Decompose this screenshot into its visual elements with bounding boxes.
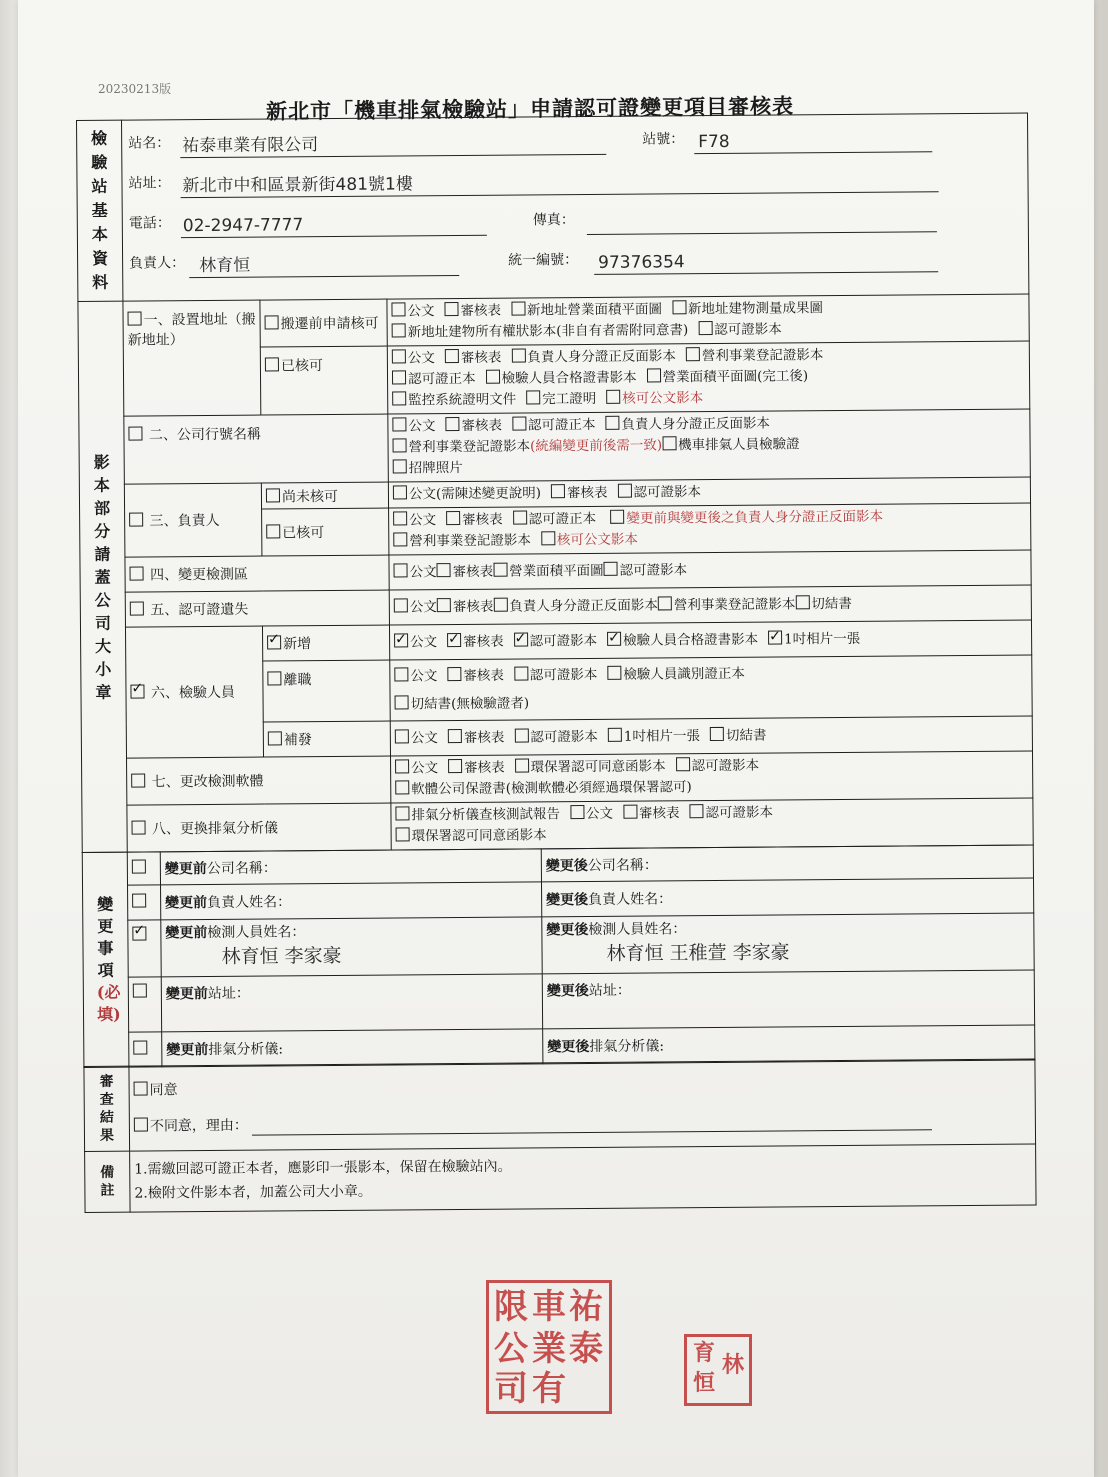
checkbox-icon[interactable] xyxy=(395,759,409,773)
station-name-field: 站名： 祐泰車業有限公司 xyxy=(128,129,598,159)
basic-info-label xyxy=(77,120,123,301)
checkbox-icon[interactable] xyxy=(444,302,458,316)
item-inspection-area[interactable]: 四、變更檢測區 xyxy=(125,555,389,592)
checkbox-icon[interactable] xyxy=(392,391,406,405)
checkbox-icon[interactable] xyxy=(689,804,703,818)
checkbox-checked-icon[interactable] xyxy=(394,633,408,647)
sub-approved[interactable]: 已核可 xyxy=(260,346,388,415)
checkbox-icon[interactable] xyxy=(710,726,724,740)
checkbox-icon[interactable] xyxy=(265,315,279,329)
checkbox-icon[interactable] xyxy=(266,524,280,538)
sub-approved-owner[interactable]: 已核可 xyxy=(262,508,389,556)
checkbox-icon[interactable] xyxy=(436,563,450,577)
checkbox-icon[interactable] xyxy=(131,773,145,787)
checkbox-icon[interactable] xyxy=(396,827,410,841)
checkbox-icon[interactable] xyxy=(267,671,281,685)
checkbox-icon[interactable] xyxy=(485,370,499,384)
phone-field: 電話： 02-2947-7777 xyxy=(129,210,489,239)
change-check-company[interactable] xyxy=(127,851,160,884)
sub-resign[interactable]: 離職 xyxy=(263,660,390,722)
checkbox-icon[interactable] xyxy=(541,531,555,545)
checkbox-checked-icon[interactable] xyxy=(267,635,281,649)
checkbox-icon[interactable] xyxy=(551,484,565,498)
after-owner-name[interactable]: 變更後負責人姓名： xyxy=(541,878,1033,917)
checkbox-icon[interactable] xyxy=(134,1117,148,1131)
item-company-name[interactable]: 二、公司行號名稱 xyxy=(124,414,389,484)
checkbox-icon[interactable] xyxy=(447,667,461,681)
checkbox-icon[interactable] xyxy=(394,667,408,681)
checkbox-icon[interactable] xyxy=(393,459,407,473)
checkbox-icon[interactable] xyxy=(133,1040,147,1054)
checkbox-icon[interactable] xyxy=(606,390,620,404)
checkbox-icon[interactable] xyxy=(610,510,624,524)
checkbox-icon[interactable] xyxy=(515,758,529,772)
checkbox-icon[interactable] xyxy=(672,300,686,314)
checkbox-icon[interactable] xyxy=(395,806,409,820)
checkbox-icon[interactable] xyxy=(511,301,525,315)
checkbox-icon[interactable] xyxy=(513,510,527,524)
checkbox-icon[interactable] xyxy=(570,805,584,819)
checkbox-icon[interactable] xyxy=(393,563,407,577)
checkbox-icon[interactable] xyxy=(394,598,408,612)
checkbox-icon[interactable] xyxy=(512,416,526,430)
changes-label: 變更事項 (必填) xyxy=(82,852,129,1067)
checkbox-icon[interactable] xyxy=(132,820,146,834)
basic-info-fields xyxy=(122,114,1028,301)
section-label-text: 檢驗站基本資料 xyxy=(91,128,109,292)
before-company-name[interactable]: 變更前公司名稱： xyxy=(160,848,541,884)
copy-section-label: 影本部分請蓋公司大小章 xyxy=(78,301,127,852)
review-result xyxy=(129,1059,1036,1151)
address-field: 站址： 新北市中和區景新街481號1樓 xyxy=(128,166,938,198)
docs-s6-sub2: 公文 審核表 認可證影本 檢驗人員識別證正本 切結書(無檢驗證者) xyxy=(390,655,1032,721)
checkbox-icon[interactable] xyxy=(445,349,459,363)
company-seal: 祐 泰 車 業 有 限 公 司 xyxy=(486,1280,612,1414)
sub-add[interactable]: ✓新增 xyxy=(262,625,389,661)
docs-s6-sub1: ✓ 公文✓ 審核表✓ 認可證影本✓ 檢驗人員合格證書影本✓ 1吋相片一張 xyxy=(389,620,1031,660)
checkbox-icon[interactable] xyxy=(514,728,528,742)
checkbox-icon[interactable] xyxy=(130,566,144,580)
docs-s5: 公文 審核表 負責人身分證正反面影本 營利事業登記證影本 切結書 xyxy=(389,585,1031,625)
checkbox-icon[interactable] xyxy=(646,368,660,382)
checkbox-checked-icon[interactable] xyxy=(768,630,782,644)
tax-id-field: 統一編號： 97376354 xyxy=(508,246,938,275)
docs-s7: 公文 審核表 環保署認可同意函影本 認可證影本 軟體公司保證書(檢測軟體必須經過環保署認可) xyxy=(391,751,1033,803)
checkbox-icon[interactable] xyxy=(132,859,146,873)
checkbox-icon[interactable] xyxy=(392,417,406,431)
checkbox-icon[interactable] xyxy=(128,311,142,325)
form-version: 20230213版 xyxy=(98,82,172,96)
checkbox-icon[interactable] xyxy=(133,983,147,997)
checkbox-icon[interactable] xyxy=(617,484,631,498)
checkbox-icon[interactable] xyxy=(658,596,672,610)
change-check-owner[interactable] xyxy=(128,884,161,919)
docs-s3-sub2: 公文 審核表 認可證正本 變更前與變更後之負責人身分證正反面影本 營利事業登記證影本 核可公文影本 xyxy=(389,503,1031,555)
docs-s1-sub1: 公文 審核表 新地址營業面積平面圖 新地址建物測量成果圖 新地址建物所有權狀影本(非自有者需附同意書) 認可證影本 xyxy=(387,294,1029,346)
checkbox-checked-icon[interactable] xyxy=(447,632,461,646)
review-form xyxy=(76,113,1037,1265)
change-check-address[interactable] xyxy=(128,976,161,1031)
checkbox-icon[interactable] xyxy=(393,485,407,499)
docs-s3-sub1: 公文(需陳述變更說明) 審核表 認可證影本 xyxy=(388,477,1030,508)
checkbox-icon[interactable] xyxy=(395,729,409,743)
checkbox-icon[interactable] xyxy=(446,511,460,525)
form-title: 新北市「機車排氣檢驗站」申請認可證變更項目審核表 xyxy=(265,93,795,124)
item-analyzer[interactable]: 八、更換排氣分析儀 xyxy=(127,803,391,852)
item-cert-lost[interactable]: 五、認可證遺失 xyxy=(125,590,389,627)
docs-s6-sub3: 公文 審核表 認可證影本 1吋相片一張 切結書 xyxy=(390,716,1032,756)
owner-seal: 林 育 恒 xyxy=(684,1334,752,1406)
checkbox-icon[interactable] xyxy=(391,302,405,316)
before-inspector-name[interactable]: 變更前檢測人員姓名： 林育恒 李家豪 xyxy=(161,916,542,976)
checkbox-icon[interactable] xyxy=(795,595,809,609)
review-label: 審查結果 xyxy=(84,1066,130,1151)
station-no-field: 站號： F78 xyxy=(642,126,932,154)
checkbox-icon[interactable] xyxy=(448,759,462,773)
item-inspector[interactable]: ✓ 六、檢驗人員 xyxy=(125,626,263,758)
checkbox-checked-icon[interactable] xyxy=(132,926,146,940)
after-inspector-name[interactable]: 變更後檢測人員姓名： 林育恒 王稚萱 李家豪 xyxy=(542,913,1034,974)
checkbox-icon[interactable] xyxy=(265,357,279,371)
checkbox-icon[interactable] xyxy=(676,757,690,771)
checkbox-icon[interactable] xyxy=(514,666,528,680)
checkbox-icon[interactable] xyxy=(129,512,143,526)
checkbox-icon[interactable] xyxy=(603,561,617,575)
item-software[interactable]: 七、更改檢測軟體 xyxy=(127,756,391,805)
checkbox-icon[interactable] xyxy=(130,601,144,615)
before-owner-name[interactable]: 變更前負責人姓名： xyxy=(161,881,542,919)
item-setup-address[interactable]: 一、設置地址（搬新地址） xyxy=(123,300,261,416)
checkbox-icon[interactable] xyxy=(608,727,622,741)
checkbox-icon[interactable] xyxy=(437,598,451,612)
checkbox-icon[interactable] xyxy=(266,488,280,502)
after-analyzer[interactable]: 變更後排氣分析儀: xyxy=(543,1024,1035,1063)
checkbox-icon[interactable] xyxy=(392,323,406,337)
checkbox-icon[interactable] xyxy=(445,417,459,431)
checkbox-icon[interactable] xyxy=(448,728,462,742)
checkbox-icon[interactable] xyxy=(607,666,621,680)
checkbox-icon[interactable] xyxy=(393,438,407,452)
fax-field: 傳真： xyxy=(533,206,938,235)
notes-text: 1.需繳回認可證正本者，應影印一張影本，保留在檢驗站內。 2.檢附文件影本者，加蓋公司大小章。 xyxy=(130,1144,1036,1212)
checkbox-icon[interactable] xyxy=(511,348,525,362)
checkbox-icon[interactable] xyxy=(132,893,146,907)
checkbox-icon[interactable] xyxy=(395,695,409,709)
checkbox-icon[interactable] xyxy=(698,321,712,335)
sub-not-approved[interactable]: 尚未核可 xyxy=(261,482,388,509)
checkbox-checked-icon[interactable] xyxy=(514,632,528,646)
checkbox-icon[interactable] xyxy=(493,597,507,611)
docs-s1-sub2: 公文 審核表 負責人身分證正反面影本 營利事業登記證影本 認可證正本 檢驗人員合格證書影本 營業面積平面圖(完工後) 監控系統證明文件 完工證明 核可公文影本 xyxy=(387,341,1030,414)
item-owner[interactable]: 三、負責人 xyxy=(124,483,262,557)
docs-s8: 排氣分析儀查核測試報告 公文 審核表 認可證影本 環保署認可同意函影本 xyxy=(391,798,1033,850)
checkbox-icon[interactable] xyxy=(526,390,540,404)
checkbox-icon[interactable] xyxy=(393,511,407,525)
checkbox-icon[interactable] xyxy=(686,347,700,361)
checkbox-icon[interactable] xyxy=(623,805,637,819)
checkbox-icon[interactable] xyxy=(662,436,676,450)
before-address[interactable]: 變更前站址： xyxy=(161,973,542,1031)
reason-line[interactable] xyxy=(252,1113,932,1135)
agree-option[interactable]: 同意 xyxy=(134,1082,178,1098)
checkbox-icon[interactable] xyxy=(134,1081,148,1095)
after-company-name[interactable]: 變更後公司名稱： xyxy=(541,845,1033,882)
checkbox-checked-icon[interactable] xyxy=(607,631,621,645)
checkbox-icon[interactable] xyxy=(128,426,142,440)
sub-before-move[interactable]: 搬遷前申請核可 xyxy=(260,299,387,347)
checkbox-icon[interactable] xyxy=(605,416,619,430)
change-check-inspector[interactable] xyxy=(128,919,161,976)
docs-s4: 公文 審核表 營業面積平面圖 認可證影本 xyxy=(389,550,1031,590)
change-check-analyzer[interactable] xyxy=(129,1031,162,1066)
after-address[interactable]: 變更後站址： xyxy=(542,970,1034,1029)
before-analyzer[interactable]: 變更前排氣分析儀: xyxy=(162,1028,543,1066)
checkbox-checked-icon[interactable] xyxy=(130,684,144,698)
checkbox-icon[interactable] xyxy=(493,562,507,576)
owner-field: 負責人： 林育恒 xyxy=(129,250,459,279)
checkbox-icon[interactable] xyxy=(393,532,407,546)
notes-label: 備註 xyxy=(85,1151,130,1212)
disagree-option[interactable]: 不同意，理由： xyxy=(134,1118,248,1135)
sub-reissue[interactable]: 補發 xyxy=(263,721,390,757)
docs-s2: 公文 審核表 認可證正本 負責人身分證正反面影本 營利事業登記證影本(統編變更前後需一致) 機車排氣人員檢驗證 招牌照片 xyxy=(388,409,1031,482)
checkbox-icon[interactable] xyxy=(268,731,282,745)
checkbox-icon[interactable] xyxy=(395,780,409,794)
checkbox-icon[interactable] xyxy=(392,349,406,363)
checkbox-icon[interactable] xyxy=(392,370,406,384)
